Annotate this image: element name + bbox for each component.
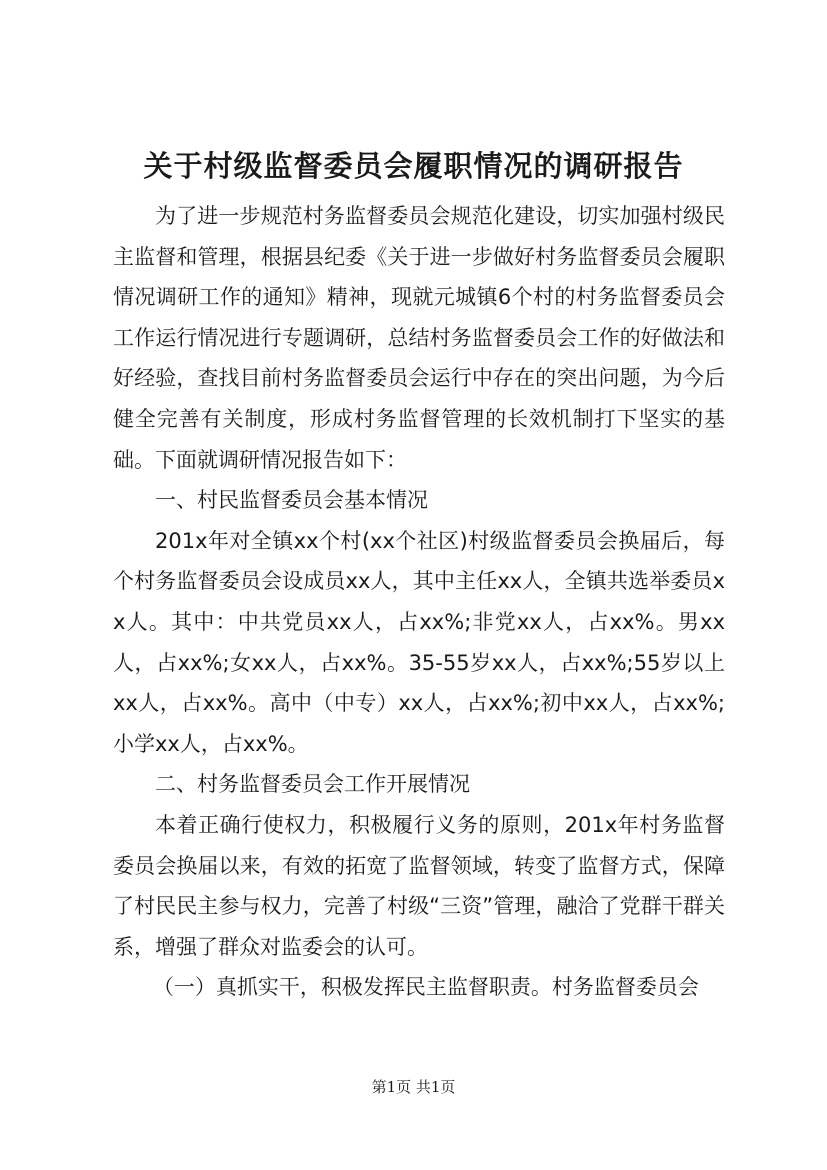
paragraph-intro: 为了进一步规范村务监督委员会规范化建设，切实加强村级民主监督和管理，根据县纪委《关于进一步做好村务监督委员会履职情况调研工作的通知》精神，现就元城镇6个村的村务监督委员会工作运行情况进行专题调研，总结村务监督委员会工作的好做法和好经验，查找目前村务监督委员会运行中存在的突出问题，为今后健全完善有关制度，形成村务监督管理的长效机制打下坚实的基础。下面就调研情况报告如下： bbox=[113, 204, 725, 472]
subsection-heading-1: （一）真抓实干，积极发挥民主监督职责。村务监督委员会 bbox=[152, 975, 699, 1000]
page-number-footer: 第1页 共1页 bbox=[371, 1078, 456, 1096]
section-heading-1: 一、村民监督委员会基本情况 bbox=[155, 488, 428, 513]
paragraph-basic-info: 201x年对全镇xx个村(xx个社区)村级监督委员会换届后，每个村务监督委员会设成员xx人，其中主任xx人，全镇共选举委员xx人。其中：中共党员xx人，占xx%;非党xx人，占xx%。男xx人，占xx%;女xx人，占xx%。35-55岁xx人，占xx%;55岁以上xx人，占xx%。高中（中专）xx人，占xx%;初中xx人，占xx%;小学xx人，占xx%。 bbox=[113, 528, 725, 756]
section-heading-2: 二、村务监督委员会工作开展情况 bbox=[155, 772, 470, 797]
paragraph-work-summary: 本着正确行使权力，积极履行义务的原则，201x年村务监督委员会换届以来，有效的拓宽了监督领域，转变了监督方式，保障了村民民主参与权力，完善了村级“三资”管理，融洽了党群干群关系，增强了群众对监委会的认可。 bbox=[113, 812, 725, 959]
document-title: 关于村级监督委员会履职情况的调研报告 bbox=[143, 149, 684, 183]
document-body bbox=[113, 196, 725, 1008]
